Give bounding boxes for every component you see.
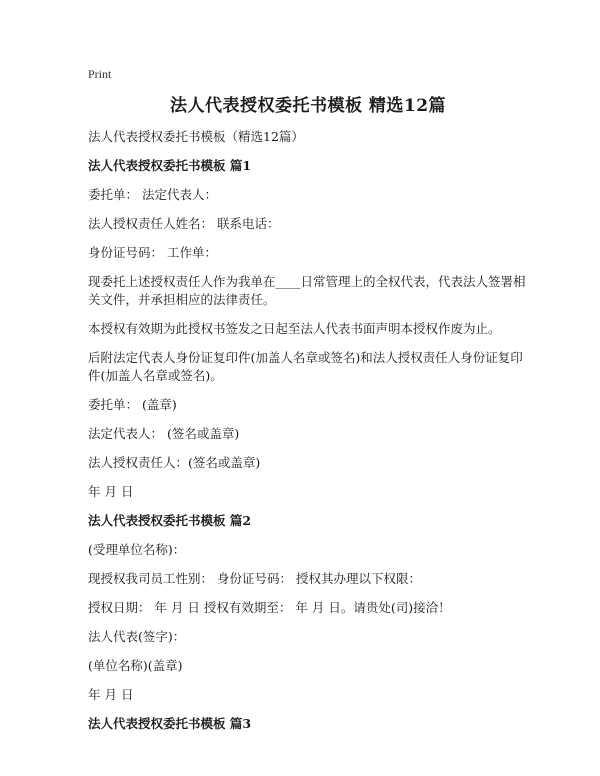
section-heading: 法人代表授权委托书模板 篇3 — [88, 716, 252, 731]
section-heading: 法人代表授权委托书模板 篇1 — [88, 158, 252, 173]
paragraph: 年 月 日 — [88, 484, 134, 499]
paragraph: 委托单： (盖章) — [88, 397, 177, 412]
print-label: Print — [88, 67, 112, 81]
paragraph: 年 月 日 — [88, 687, 134, 702]
paragraph: 法人代表(签字)： — [88, 629, 186, 644]
paragraph: 委托单： 法定代表人： — [88, 187, 217, 202]
document-subtitle: 法人代表授权委托书模板（精选12篇） — [88, 129, 304, 144]
paragraph: 现授权我司员工性别： 身份证号码： 授权其办理以下权限： — [88, 571, 421, 586]
paragraph: 身份证号码： 工作单： — [88, 245, 217, 260]
section-2 — [88, 512, 528, 704]
section-1 — [88, 157, 528, 501]
paragraph: 授权日期： 年 月 日 授权有效期至： 年 月 日。请贵处(司)接洽！ — [88, 600, 451, 615]
paragraph: 法人授权责任人：(签名或盖章) — [88, 455, 261, 470]
section-heading: 法人代表授权委托书模板 篇2 — [88, 513, 252, 528]
document-page — [88, 66, 528, 744]
document-title: 法人代表授权委托书模板 精选12篇 — [169, 96, 447, 116]
paragraph: 法定代表人： (签名或盖章) — [88, 426, 240, 441]
paragraph: (受理单位名称)： — [88, 542, 186, 557]
paragraph: 法人授权责任人姓名： 联系电话： — [88, 216, 280, 231]
section-3 — [88, 715, 528, 733]
paragraph: (单位名称)(盖章) — [88, 658, 183, 673]
paragraph: 后附法定代表人身份证复印件(加盖人名章或签名)和法人授权责任人身份证复印件(加盖人名章或签名)。 — [88, 350, 523, 383]
paragraph: 现委托上述授权责任人作为我单在____日常管理上的全权代表，代表法人签署相关文件，并承担相应的法律责任。 — [88, 274, 526, 307]
paragraph: 本授权有效期为此授权书签发之日起至法人代表书面声明本授权作废为止。 — [88, 321, 501, 336]
